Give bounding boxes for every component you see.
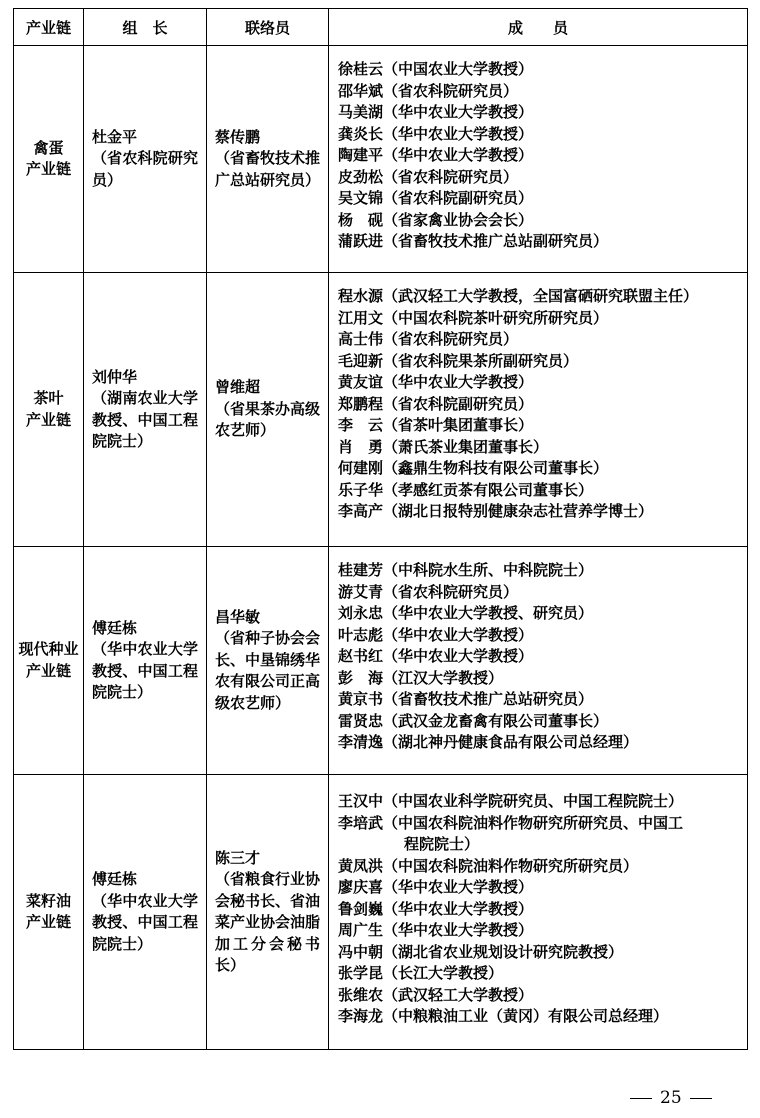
contact-title: （省种子协会会长、中垦锦绣华农有限公司正高级农艺师） <box>215 629 321 712</box>
member-item: 冯中朝（湖北省农业规划设计研究院教授） <box>338 942 624 961</box>
leader-name: 杜金平 <box>92 127 138 146</box>
member-item: 程水源（武汉轻工大学教授，全国富硒研究联盟主任） <box>338 287 699 305</box>
members-cell <box>329 273 748 547</box>
member-item: 郑鹏程（省农科院副研究员） <box>338 394 534 413</box>
contact-title: （省畜牧技术推广总站研究员） <box>215 149 321 189</box>
contact-cell <box>207 775 329 1050</box>
member-item: 吴文锦（省农科院副研究员） <box>338 189 534 207</box>
table-row <box>14 46 748 273</box>
chain-cell: 现代种业 产业链 <box>14 547 84 775</box>
leader-name: 傅廷栋 <box>92 870 138 888</box>
member-item: 黄友谊（华中农业大学教授） <box>338 373 534 391</box>
leader-name: 刘仲华 <box>92 367 138 386</box>
chain-cell: 禽蛋 产业链 <box>14 46 84 273</box>
member-item: 蒲跃进（省畜牧技术推广总站副研究员） <box>338 232 609 250</box>
member-item: 马美湖（华中农业大学教授） <box>338 103 534 121</box>
member-item: 李高产（湖北日报特别健康杂志社营养学博士） <box>338 502 654 520</box>
member-item: 黄凤洪（中国农科院油料作物研究所研究员） <box>338 856 639 875</box>
header-members: 成 员 <box>329 9 748 46</box>
footer-dash-left <box>630 1098 652 1099</box>
member-item: 徐桂云（中国农业大学教授） <box>338 60 534 78</box>
member-item: 李清逸（湖北神丹健康食品有限公司总经理） <box>338 733 639 751</box>
contact-name: 陈三才 <box>215 848 261 867</box>
contact-cell <box>207 46 329 273</box>
member-item: 何建刚（鑫鼎生物科技有限公司董事长） <box>338 459 609 477</box>
member-item: 张学昆（长江大学教授） <box>338 964 504 982</box>
member-item: 桂建芳（中科院水生所、中科院院士） <box>338 561 594 579</box>
page-number: 25 <box>660 1088 682 1108</box>
header-contact: 联络员 <box>207 9 329 46</box>
member-item-continuation: 程院院士） <box>404 835 480 853</box>
contact-name: 蔡传鹏 <box>215 127 261 146</box>
member-item: 张维农（武汉轻工大学教授） <box>338 985 534 1004</box>
member-item: 鲁剑巍（华中农业大学教授） <box>338 899 534 918</box>
contact-cell <box>207 273 329 547</box>
contact-title: （省果茶办高级农艺师） <box>215 399 321 440</box>
footer-dash-right <box>690 1098 712 1099</box>
member-item: 叶志彪（华中农业大学教授） <box>338 625 534 644</box>
member-item: 李培武（中国农科院油料作物研究所研究员、中国工 <box>338 813 684 832</box>
member-item: 乐子华（孝感红贡茶有限公司董事长） <box>338 480 594 499</box>
leader-cell <box>84 46 207 273</box>
contact-name: 曾维超 <box>215 378 261 397</box>
member-item: 陶建平（华中农业大学教授） <box>338 146 534 164</box>
member-item: 高士伟（省农科院研究员） <box>338 330 519 348</box>
member-item: 彭 海（江汉大学教授） <box>338 668 504 687</box>
member-item: 黄京书（省畜牧技术推广总站研究员） <box>338 690 594 708</box>
page-footer <box>622 1088 720 1108</box>
chain-cell: 菜籽油 产业链 <box>14 775 84 1050</box>
table-header-row <box>14 9 748 46</box>
member-item: 赵书红（华中农业大学教授） <box>338 647 534 665</box>
contact-name: 昌华敏 <box>215 607 261 626</box>
members-cell <box>329 547 748 775</box>
leader-name: 傅廷栋 <box>92 618 138 637</box>
header-chain: 产业链 <box>14 9 84 46</box>
leader-cell <box>84 775 207 1050</box>
member-item: 周广生（华中农业大学教授） <box>338 921 534 939</box>
member-item: 王汉中（中国农业科学院研究员、中国工程院院士） <box>338 792 684 810</box>
industry-chain-table <box>13 8 748 1050</box>
contact-title: （省粮食行业协会秘书长、省油菜产业协会油脂加工分会秘书长） <box>215 870 321 974</box>
member-item: 龚炎长（华中农业大学教授） <box>338 124 534 143</box>
member-item: 邵华斌（省农科院研究员） <box>338 81 519 100</box>
leader-title: （湖南农业大学教授、中国工程院院士） <box>92 389 198 450</box>
chain-cell: 茶叶 产业链 <box>14 273 84 547</box>
leader-title: （省农科院研究员） <box>92 149 198 189</box>
table-row <box>14 547 748 775</box>
header-leader: 组 长 <box>84 9 207 46</box>
table-row <box>14 273 748 547</box>
contact-cell <box>207 547 329 775</box>
members-cell <box>329 46 748 273</box>
member-item: 毛迎新（省农科院果茶所副研究员） <box>338 351 579 370</box>
table-row <box>14 775 748 1050</box>
member-item: 游艾青（省农科院研究员） <box>338 582 519 601</box>
member-item: 廖庆喜（华中农业大学教授） <box>338 878 534 896</box>
leader-cell <box>84 273 207 547</box>
member-item: 江用文（中国农科院茶叶研究所研究员） <box>338 308 609 327</box>
member-item: 雷贤忠（武汉金龙畜禽有限公司董事长） <box>338 711 609 730</box>
leader-title: （华中农业大学教授、中国工程院院士） <box>92 640 198 701</box>
member-item: 李海龙（中粮粮油工业（黄冈）有限公司总经理） <box>338 1007 669 1025</box>
member-item: 刘永忠（华中农业大学教授、研究员） <box>338 604 594 622</box>
members-cell <box>329 775 748 1050</box>
member-item: 李 云（省茶叶集团董事长） <box>338 416 534 434</box>
member-item: 肖 勇（萧氏茶业集团董事长） <box>338 437 549 456</box>
leader-cell <box>84 547 207 775</box>
leader-title: （华中农业大学教授、中国工程院院士） <box>92 891 198 953</box>
member-item: 杨 砚（省家禽业协会会长） <box>338 210 534 229</box>
member-item: 皮劲松（省农科院研究员） <box>338 167 519 186</box>
